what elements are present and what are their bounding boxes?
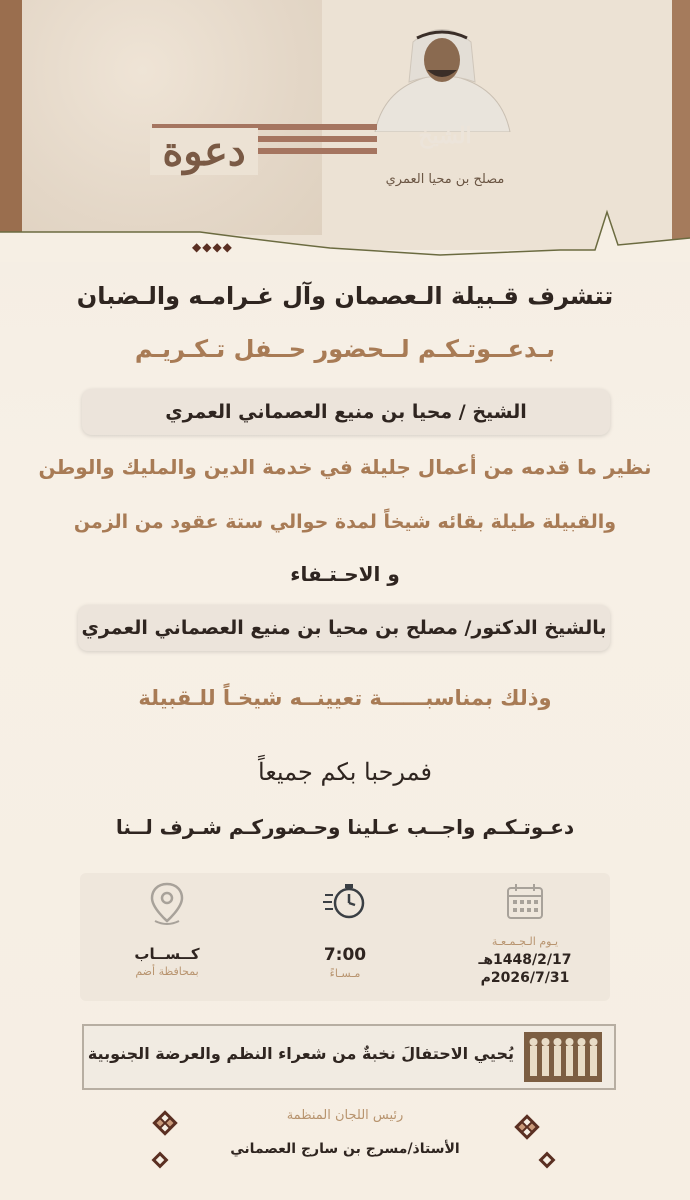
event-details-panel — [80, 873, 610, 1001]
poets-banner-text: يُحيي الاحتفالَ نخبةٌ من شعراء النظم والعرضة الجنوبية — [87, 1044, 514, 1063]
poets-banner — [82, 1024, 616, 1090]
gregorian-date: 2026/7/31م — [480, 970, 570, 986]
day-label: يـوم الـجـمـعـة — [491, 935, 559, 948]
time-column — [260, 873, 430, 1001]
intro-line: تتشرف قـبيلة الـعصمان وآل غـرامـه والـضبان — [76, 282, 614, 310]
event-time: 7:00 — [323, 945, 367, 965]
reason-line-2: والقبيلة طيلة بقائه شيخاً لمدة حوالي ستة عقود من الزمن — [73, 511, 617, 533]
diamond-ornament-right — [512, 1112, 542, 1142]
sheikh-title: الشيخ — [418, 123, 472, 149]
organizer-name: الأستاذ/مسرج بن سارج العصماني — [230, 1141, 460, 1157]
event-place: كــســاب — [134, 945, 200, 963]
location-column — [82, 873, 252, 1001]
invitation-title: دعوة — [150, 128, 258, 175]
reason-line-1: نظير ما قدمه من أعمال جليلة في خدمة الدين والمليك والوطن — [38, 455, 652, 479]
occasion-line: وذلك بمناسبــــــة تعيينــه شيخـاً للـقبيلة — [138, 686, 552, 710]
diamond-ornament-top: ◆◆◆◆ — [192, 240, 233, 254]
honor-line: دعـوتـكـم واجــب عـلينا وحـضوركـم شـرف لــنا — [115, 815, 575, 839]
diamond-ornament-left-small — [150, 1150, 170, 1170]
diamond-ornament-left — [150, 1108, 180, 1138]
location-pin-icon — [147, 881, 187, 927]
diamond-ornament-right-small — [537, 1150, 557, 1170]
invite-line: بـدعــوتـكـم لــحضور حــفل تـكـريـم — [134, 335, 556, 363]
calendar-icon — [504, 881, 546, 921]
performers-photo — [524, 1032, 602, 1082]
sheikh-portrait — [355, 12, 530, 132]
stopwatch-icon — [323, 881, 367, 921]
date-column — [440, 873, 610, 1001]
new-sheikh-box: بالشيخ الدكتور/ مصلح بن محيا بن منيع العصماني العمري — [78, 605, 610, 651]
time-period: مـسـاءً — [329, 967, 361, 980]
honoree-box: الشيخ / محيا بن منيع العصماني العمري — [82, 389, 610, 435]
welcome-line: فمرحبا بكم جميعاً — [258, 758, 432, 786]
place-region: بمحافظة أضم — [135, 965, 199, 978]
celebration-line: و الاحـتـفاء — [290, 562, 400, 586]
sheikh-name: مصلح بن محيا العمري — [385, 172, 505, 187]
organizer-label: رئيس اللجان المنظمة — [286, 1108, 404, 1123]
hijri-date: 1448/2/17هـ — [478, 952, 572, 968]
